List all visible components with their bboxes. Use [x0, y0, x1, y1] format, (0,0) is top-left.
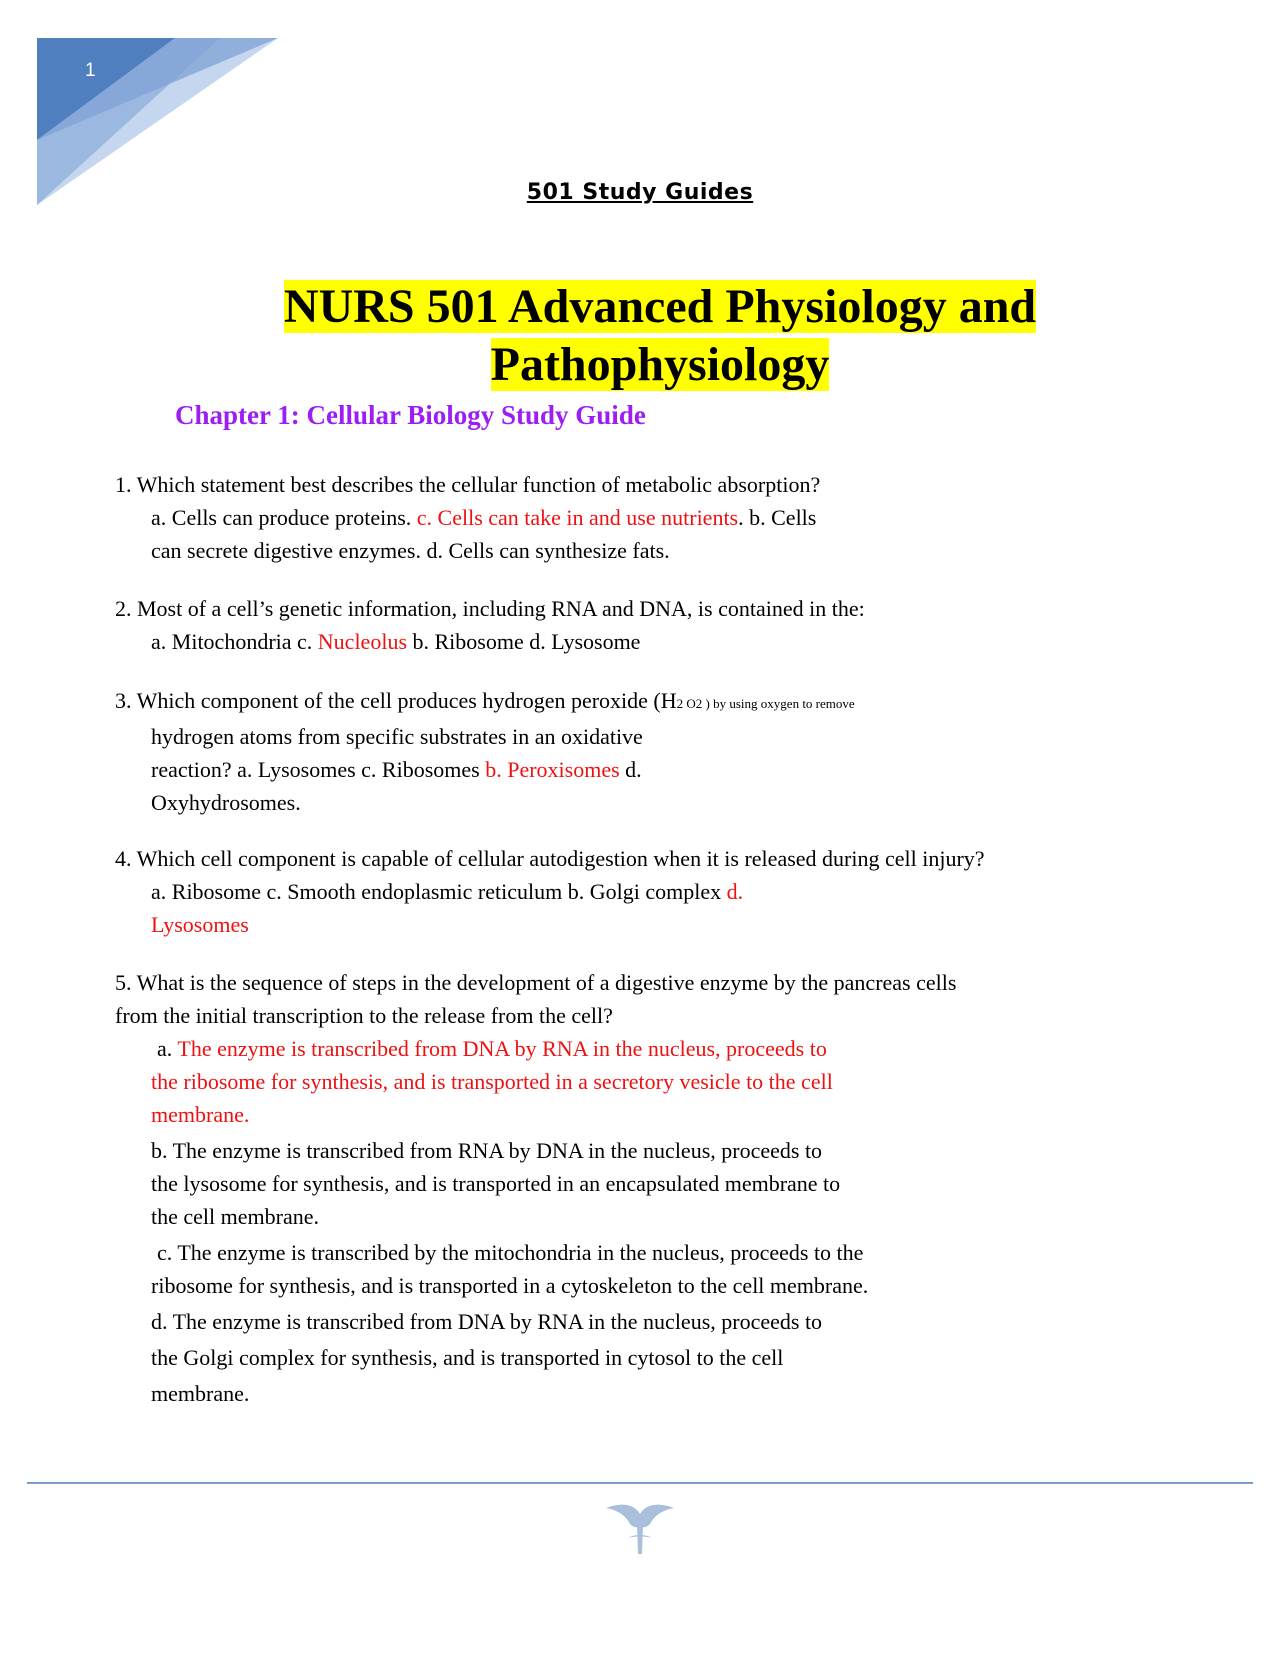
- option-text: a. Cells can produce proteins.: [151, 505, 417, 530]
- option-text: b. Ribosome d. Lysosome: [407, 629, 641, 654]
- question-text-small: 2 O2 ) by using oxygen to remove: [676, 696, 855, 711]
- option-b: b. The enzyme is transcribed from RNA by DNA in the nucleus, proceeds to: [151, 1138, 823, 1163]
- question-2-text: 2. Most of a cell’s genetic information, including RNA and DNA, is contained in the:: [115, 596, 865, 621]
- correct-answer: c. Cells can take in and use nutrients: [416, 505, 739, 530]
- title-line-2: Pathophysiology: [490, 338, 830, 391]
- question-5-text: 5. What is the sequence of steps in the development of a digestive enzyme by the pancreas cells: [115, 970, 957, 995]
- chapter-heading: Chapter 1: Cellular Biology Study Guide: [175, 400, 646, 430]
- question-4-text: 4. Which cell component is capable of cellular autodigestion when it is released during cell injury?: [115, 846, 985, 871]
- correct-answer: the ribosome for synthesis, and is transported in a secretory vesicle to the cell: [151, 1069, 833, 1094]
- question-5-text: from the initial transcription to the release from the cell?: [115, 1003, 613, 1028]
- correct-answer: d.: [726, 879, 744, 904]
- option-text: . b. Cells: [738, 505, 817, 530]
- option-d: the Golgi complex for synthesis, and is transported in cytosol to the cell: [151, 1345, 784, 1370]
- question-4: [115, 842, 985, 941]
- question-1-options: [115, 501, 820, 534]
- question-text: 3. Which component of the cell produces hydrogen peroxide (H: [115, 688, 677, 713]
- page-number: 1: [85, 60, 96, 81]
- bird-ornament-icon: [600, 1500, 680, 1560]
- option-text: d.: [619, 757, 642, 782]
- option-d: d. The enzyme is transcribed from DNA by RNA in the nucleus, proceeds to: [151, 1309, 823, 1334]
- question-4-options: [115, 875, 985, 908]
- document-title: [0, 278, 1280, 394]
- header-title: 501 Study Guides: [526, 180, 754, 205]
- correct-answer: b. Peroxisomes: [485, 757, 620, 782]
- option-c: c. The enzyme is transcribed by the mitochondria in the nucleus, proceeds to the: [157, 1240, 864, 1265]
- question-2-options: [115, 625, 865, 658]
- correct-answer: Lysosomes: [151, 912, 249, 937]
- question-5: [115, 966, 956, 1410]
- question-3: [115, 684, 855, 819]
- option-text: can secrete digestive enzymes. d. Cells can synthesize fats.: [151, 538, 670, 563]
- option-text: reaction? a. Lysosomes c. Ribosomes: [151, 757, 486, 782]
- option-text: Oxyhydrosomes.: [151, 790, 301, 815]
- correct-answer: Nucleolus: [317, 629, 407, 654]
- correct-answer: membrane.: [151, 1102, 250, 1127]
- correct-answer: The enzyme is transcribed from DNA by RNA in the nucleus, proceeds to: [177, 1036, 827, 1061]
- option-text: a. Ribosome c. Smooth endoplasmic reticulum b. Golgi complex: [151, 879, 727, 904]
- option-label: a.: [157, 1036, 178, 1061]
- question-3-options: [115, 753, 855, 786]
- option-text: hydrogen atoms from specific substrates in an oxidative: [151, 724, 643, 749]
- question-3-text: [115, 684, 855, 720]
- option-b: the cell membrane.: [151, 1204, 319, 1229]
- option-a: [115, 1032, 956, 1065]
- option-text: a. Mitochondria c.: [151, 629, 318, 654]
- title-line-1: NURS 501 Advanced Physiology and: [283, 280, 1037, 333]
- option-b: the lysosome for synthesis, and is transported in an encapsulated membrane to: [151, 1171, 841, 1196]
- footer-divider: [27, 1482, 1253, 1484]
- question-1: [115, 468, 820, 567]
- option-d: membrane.: [151, 1381, 250, 1406]
- question-2: [115, 592, 865, 658]
- option-c: ribosome for synthesis, and is transported in a cytoskeleton to the cell membrane.: [151, 1273, 869, 1298]
- question-1-text: 1. Which statement best describes the cellular function of metabolic absorption?: [115, 472, 821, 497]
